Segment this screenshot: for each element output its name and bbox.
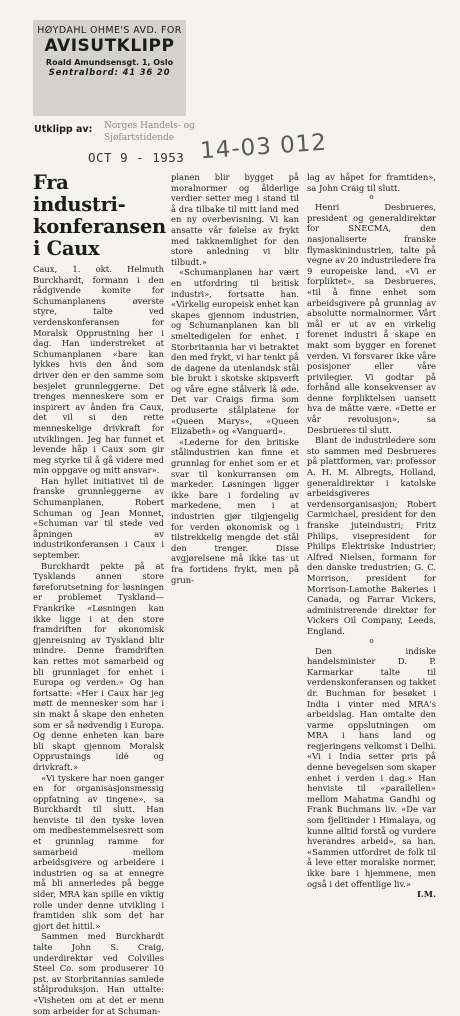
article-paragraph: lag av håpet for framtiden», sa John Craig til slutt. xyxy=(307,172,436,193)
article-paragraph: planen blir bygget på moralnormer og ålderlige verdier setter meg i stand til å dra tilbake til mitt land med en ny overbevisning. Vi kan ansatte vår følelse av frykt med takknemlighet for den store anledning vi blir tilbudt.» xyxy=(171,172,299,267)
article-paragraph: Han hyllet initiativet til de franske grunnleggerne av Schumanplanen, Robert Schuman og Jean Monnet, «Schuman var til stede ved åpningen av industrikonferansen i Caux i september. xyxy=(33,475,164,561)
date-stamp: OCT 9 - 1953 xyxy=(88,150,185,165)
clipping-source xyxy=(104,120,195,144)
article-paragraph: Den indiske handelsminister D. P. Karmarkar talte til verdenskonferansen og takket dr. Buchman for besøket i India i vinter med MRA's arbeidslag. Han omtalte den varme oppslutningen om MRA i hans land og regjeringens velkomst i Delhi. «Vi i India setter pris på denne bevegelsen som skaper enhet i verden i dag.» Han henviste til «parallellen» mellom Mahatma Gandhi og Frank Buchmans liv. «De var som fjelltinder i Himalaya, og kunne alltid forstå og vurdere hverandres arbeid», sa han. «Sammen utfordret de folk til å leve etter moralske normer, ikke bare i hjemmene, men også i det offentlige liv.» xyxy=(307,645,436,889)
headline-line: Fra industri- xyxy=(33,171,126,216)
section-separator: o xyxy=(369,193,374,202)
headline-line: konferansen xyxy=(33,215,166,238)
article-paragraph: «Schumanplanen har vært en utfordring til britisk industri», fortsatte han. «Virkelig europeisk enhet kan skapes gjennom industrien, og Schumanplanen kan bli smeltedigelen for enhet. I Storbritannia har vi betraktet den med frykt, vi har tenkt på de dagene da utenlandsk stål ble brukt i skotske skipsverft og våre egne stålverk lå øde. Det var Craigs firma som produserte stålplatene for «Queen Marys», «Queen Elizabeth» og «Vanguard». xyxy=(171,267,299,437)
agency-header xyxy=(33,20,186,116)
agency-phone: Sentralbord: 41 36 20 xyxy=(48,68,171,78)
agency-address: Roald Amundsensgt. 1, Oslo xyxy=(45,58,174,67)
article-column-1 xyxy=(33,172,164,1016)
article-paragraph: «Vi tyskere har noen ganger en for organisasjonsmessig oppfatning av tingene», sa Burckhardt til slutt. Han henviste til den tyske loven om medbestemmelsesrett som et grunnlag ramme for samarbeid mellom arbeidsgivere og arbeidere i industrien og sa at ennegre må bli annerledes på begge sider, MRA kan spille en viktig rolle under denne utvikling i framtiden slik som det har gjort det hittil.» xyxy=(33,772,164,931)
article-headline xyxy=(33,172,164,260)
article-paragraph: Blant de industriledere som sto sammen med Desbrueres på plattformen, var: professor A. H. M. Albregts, Holland, generaldirektør i katolske arbeidsgiveres verdensorganisasjon; Robert Carmichael, president for den franske juteindustri; Fritz Philips, visepresident for Philips Elektriske Industrier; Alfred Nielsen, formann for den danske tredustrien; G. C. Morrison, president for Morrison-Lamothe Bakeries i Canada, og Farrar Vickers, administrerende direktør for Vickers Oil Company, Leeds, England. xyxy=(307,435,436,636)
article-paragraph: Caux, 1. okt. Helmuth Burckhardt, formann i den rådgivende komite for Schumanplanens øverste styre, talte ved verdenskonferansen for Moralsk Opprustning her i dag. Han understreket at Schumanplanen «bare kan lykkes hvis den ånd som driver den er den samme som besjelet grunnleggerne. Det trenges menneskere som er inspirert av ånden fra Caux, det vil si den rette menneskelige drivkraft for utviklingen. Jeg har funnet et levende håp i Caux som gir meg styrke til å gå videre med min oppgave og mitt ansvar». xyxy=(33,264,164,476)
headline-line: i Caux xyxy=(33,237,100,260)
article-column-2 xyxy=(171,172,299,585)
agency-name: HØYDAHL OHME'S AVD. FOR xyxy=(37,25,182,36)
section-separator: o xyxy=(369,636,374,645)
article-paragraph: Sammen med Burckhardt talte John S. Craig, underdirektør ved Colvilles Steel Co. som produserer 10 pst. av Storbritannias samlede stålproduksjon. Han uttalte: «Visheten om at det er menn som arbeider for at Schuman- xyxy=(33,931,164,1016)
article-paragraph: Burckhardt pekte på at Tysklands annen store føreforutsetning for løsningen er problemet Tyskland—Frankrike «Løsningen kan ikke ligge i at den store framdriften for økonomisk gjenreisning av Tyskland blir mindre. Denne framdriften kan rettes mot samarbeid og bli grunnlaget for enhet i Europa og verden.» Og han fortsatte: «Her i Caux har jeg møtt de mennesker som har i sin makt å skape den enheten som er så nødvendig i Europa. Og denne enheten kan bare bli skapt gjennom Moralsk Opprustnings idé og drivkraft.» xyxy=(33,560,164,772)
source-line-2: Sjøfartstidende xyxy=(104,133,175,143)
article-paragraph: «Lederne for den britiske stålindustrien kan finne et grunnlag for enhet som er et svar til konkurransen om markeder. Løsningen ligger ikke bare i fordeling av markedene, men i at industrien gjør tilgjengelig for verden økonomisk og i tilstrekkelig mengde det stål den trenger. Disse avgjørelsene må ikke tas ut fra fortidens frykt, men på grun- xyxy=(171,436,299,585)
handwritten-note: 14-03 012 xyxy=(199,129,328,165)
agency-title: AVISUTKLIPP xyxy=(44,36,175,56)
article-column-3 xyxy=(307,172,436,900)
clipping-source-label: Utklipp av: xyxy=(34,124,93,135)
article-paragraph: Henri Desbrueres, president og generaldirektør for SNECMA, den nasjonaliserte franske flymaskinindustrien, talte på vegne av 20 industriledere fra 9 europeiske land, «Vi er forpliktet», sa Desbrueres, «til å finne enhet som arbeidsgivere på grunnlag av absolutte normalnormer. Vårt mål er ut av en virkelig forenet industri å skape en makt som bygger en forenet verden. Vi forsvarer ikke våre posisjoner eller våre privilegier. Vi godtar på forhånd alle konsekvenser av denne forpliktelsen uansett hva de måtte være. «Dette er vår revolusjon», sa Desbrueres til slutt. xyxy=(307,202,436,435)
source-line-1: Norges Handels- og xyxy=(104,121,195,131)
article-signature: I.M. xyxy=(416,889,436,900)
